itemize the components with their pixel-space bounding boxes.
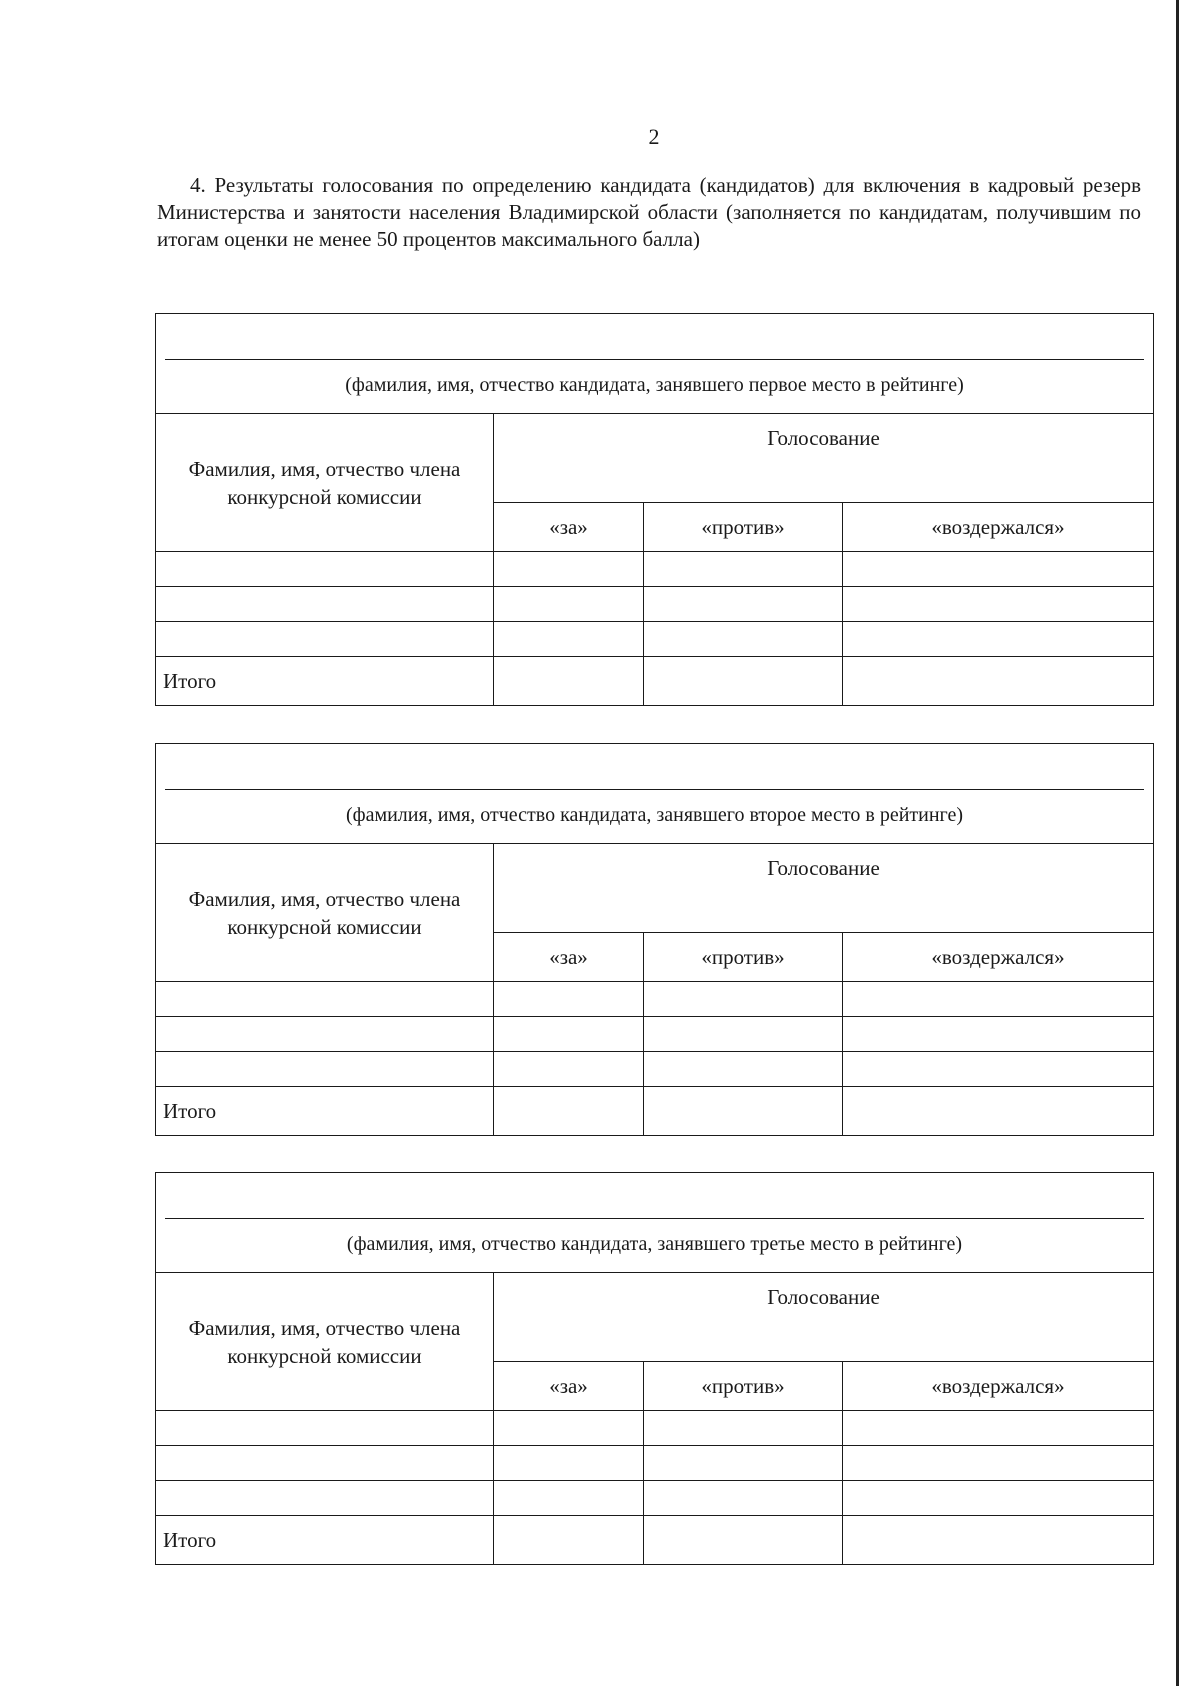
member-header: Фамилия, имя, отчество члена конкурсной комиссии — [156, 414, 494, 552]
total-abstained-cell[interactable] — [843, 1087, 1154, 1136]
for-cell[interactable] — [494, 622, 644, 657]
vote-table-third — [155, 1172, 1154, 1565]
total-for-cell[interactable] — [494, 657, 644, 706]
against-cell[interactable] — [644, 982, 843, 1017]
candidate-name-cell[interactable] — [156, 1173, 1154, 1273]
total-against-cell[interactable] — [644, 1516, 843, 1565]
table-row — [156, 1411, 1154, 1446]
total-row — [156, 657, 1154, 706]
abstained-cell[interactable] — [843, 622, 1154, 657]
member-cell[interactable] — [156, 1481, 494, 1516]
table-row — [156, 1052, 1154, 1087]
total-label: Итого — [156, 1516, 494, 1565]
total-for-cell[interactable] — [494, 1516, 644, 1565]
abstained-cell[interactable] — [843, 1017, 1154, 1052]
member-cell[interactable] — [156, 982, 494, 1017]
member-cell[interactable] — [156, 1446, 494, 1481]
for-header: «за» — [494, 933, 644, 982]
member-cell[interactable] — [156, 622, 494, 657]
candidate-caption: (фамилия, имя, отчество кандидата, занявшего второе место в рейтинге) — [345, 804, 964, 826]
member-cell[interactable] — [156, 1052, 494, 1087]
against-header: «против» — [644, 933, 843, 982]
against-cell[interactable] — [644, 552, 843, 587]
abstained-cell[interactable] — [843, 587, 1154, 622]
abstained-cell[interactable] — [843, 1411, 1154, 1446]
voting-header: Голосование — [494, 414, 1154, 503]
page-edge-line — [1176, 0, 1179, 1686]
against-cell[interactable] — [644, 1481, 843, 1516]
total-label: Итого — [156, 657, 494, 706]
for-header: «за» — [494, 1362, 644, 1411]
voting-header: Голосование — [494, 844, 1154, 933]
table-row — [156, 982, 1154, 1017]
total-row — [156, 1087, 1154, 1136]
total-against-cell[interactable] — [644, 657, 843, 706]
member-header: Фамилия, имя, отчество члена конкурсной комиссии — [156, 1273, 494, 1411]
against-cell[interactable] — [644, 622, 843, 657]
against-cell[interactable] — [644, 1052, 843, 1087]
candidate-caption: (фамилия, имя, отчество кандидата, занявшего первое место в рейтинге) — [345, 374, 964, 396]
for-cell[interactable] — [494, 1052, 644, 1087]
table-row — [156, 1446, 1154, 1481]
total-for-cell[interactable] — [494, 1087, 644, 1136]
for-cell[interactable] — [494, 587, 644, 622]
abstained-cell[interactable] — [843, 982, 1154, 1017]
voting-header: Голосование — [494, 1273, 1154, 1362]
candidate-caption: (фамилия, имя, отчество кандидата, занявшего третье место в рейтинге) — [346, 1233, 963, 1255]
section-intro: 4. Результаты голосования по определению кандидата (кандидатов) для включения в кадровый резерв Министерства и занятости населения Владимирской области (заполняется по кандидатам, получившим по итогам оценки не менее 50 процентов максимального балла) — [157, 173, 1141, 251]
candidate-name-cell[interactable] — [156, 314, 1154, 414]
total-abstained-cell[interactable] — [843, 1516, 1154, 1565]
member-cell[interactable] — [156, 587, 494, 622]
abstained-cell[interactable] — [843, 1481, 1154, 1516]
candidate-name-line — [165, 789, 1144, 790]
table-row — [156, 622, 1154, 657]
abstained-cell[interactable] — [843, 1052, 1154, 1087]
candidate-name-cell[interactable] — [156, 744, 1154, 844]
table-row — [156, 1017, 1154, 1052]
member-header: Фамилия, имя, отчество члена конкурсной комиссии — [156, 844, 494, 982]
for-cell[interactable] — [494, 1481, 644, 1516]
total-label: Итого — [156, 1087, 494, 1136]
total-abstained-cell[interactable] — [843, 657, 1154, 706]
for-header: «за» — [494, 503, 644, 552]
abstained-cell[interactable] — [843, 1446, 1154, 1481]
candidate-name-line — [165, 1218, 1144, 1219]
candidate-name-line — [165, 359, 1144, 360]
against-cell[interactable] — [644, 587, 843, 622]
for-cell[interactable] — [494, 1017, 644, 1052]
abstained-header: «воздержался» — [843, 933, 1154, 982]
abstained-cell[interactable] — [843, 552, 1154, 587]
member-cell[interactable] — [156, 552, 494, 587]
vote-table-first — [155, 313, 1154, 706]
vote-table-second — [155, 743, 1154, 1136]
for-cell[interactable] — [494, 1411, 644, 1446]
for-cell[interactable] — [494, 552, 644, 587]
against-cell[interactable] — [644, 1411, 843, 1446]
member-cell[interactable] — [156, 1411, 494, 1446]
table-row — [156, 552, 1154, 587]
abstained-header: «воздержался» — [843, 503, 1154, 552]
total-row — [156, 1516, 1154, 1565]
member-cell[interactable] — [156, 1017, 494, 1052]
table-row — [156, 587, 1154, 622]
against-cell[interactable] — [644, 1446, 843, 1481]
for-cell[interactable] — [494, 982, 644, 1017]
total-against-cell[interactable] — [644, 1087, 843, 1136]
for-cell[interactable] — [494, 1446, 644, 1481]
against-header: «против» — [644, 1362, 843, 1411]
against-header: «против» — [644, 503, 843, 552]
abstained-header: «воздержался» — [843, 1362, 1154, 1411]
table-row — [156, 1481, 1154, 1516]
page-number: 2 — [648, 124, 660, 149]
against-cell[interactable] — [644, 1017, 843, 1052]
